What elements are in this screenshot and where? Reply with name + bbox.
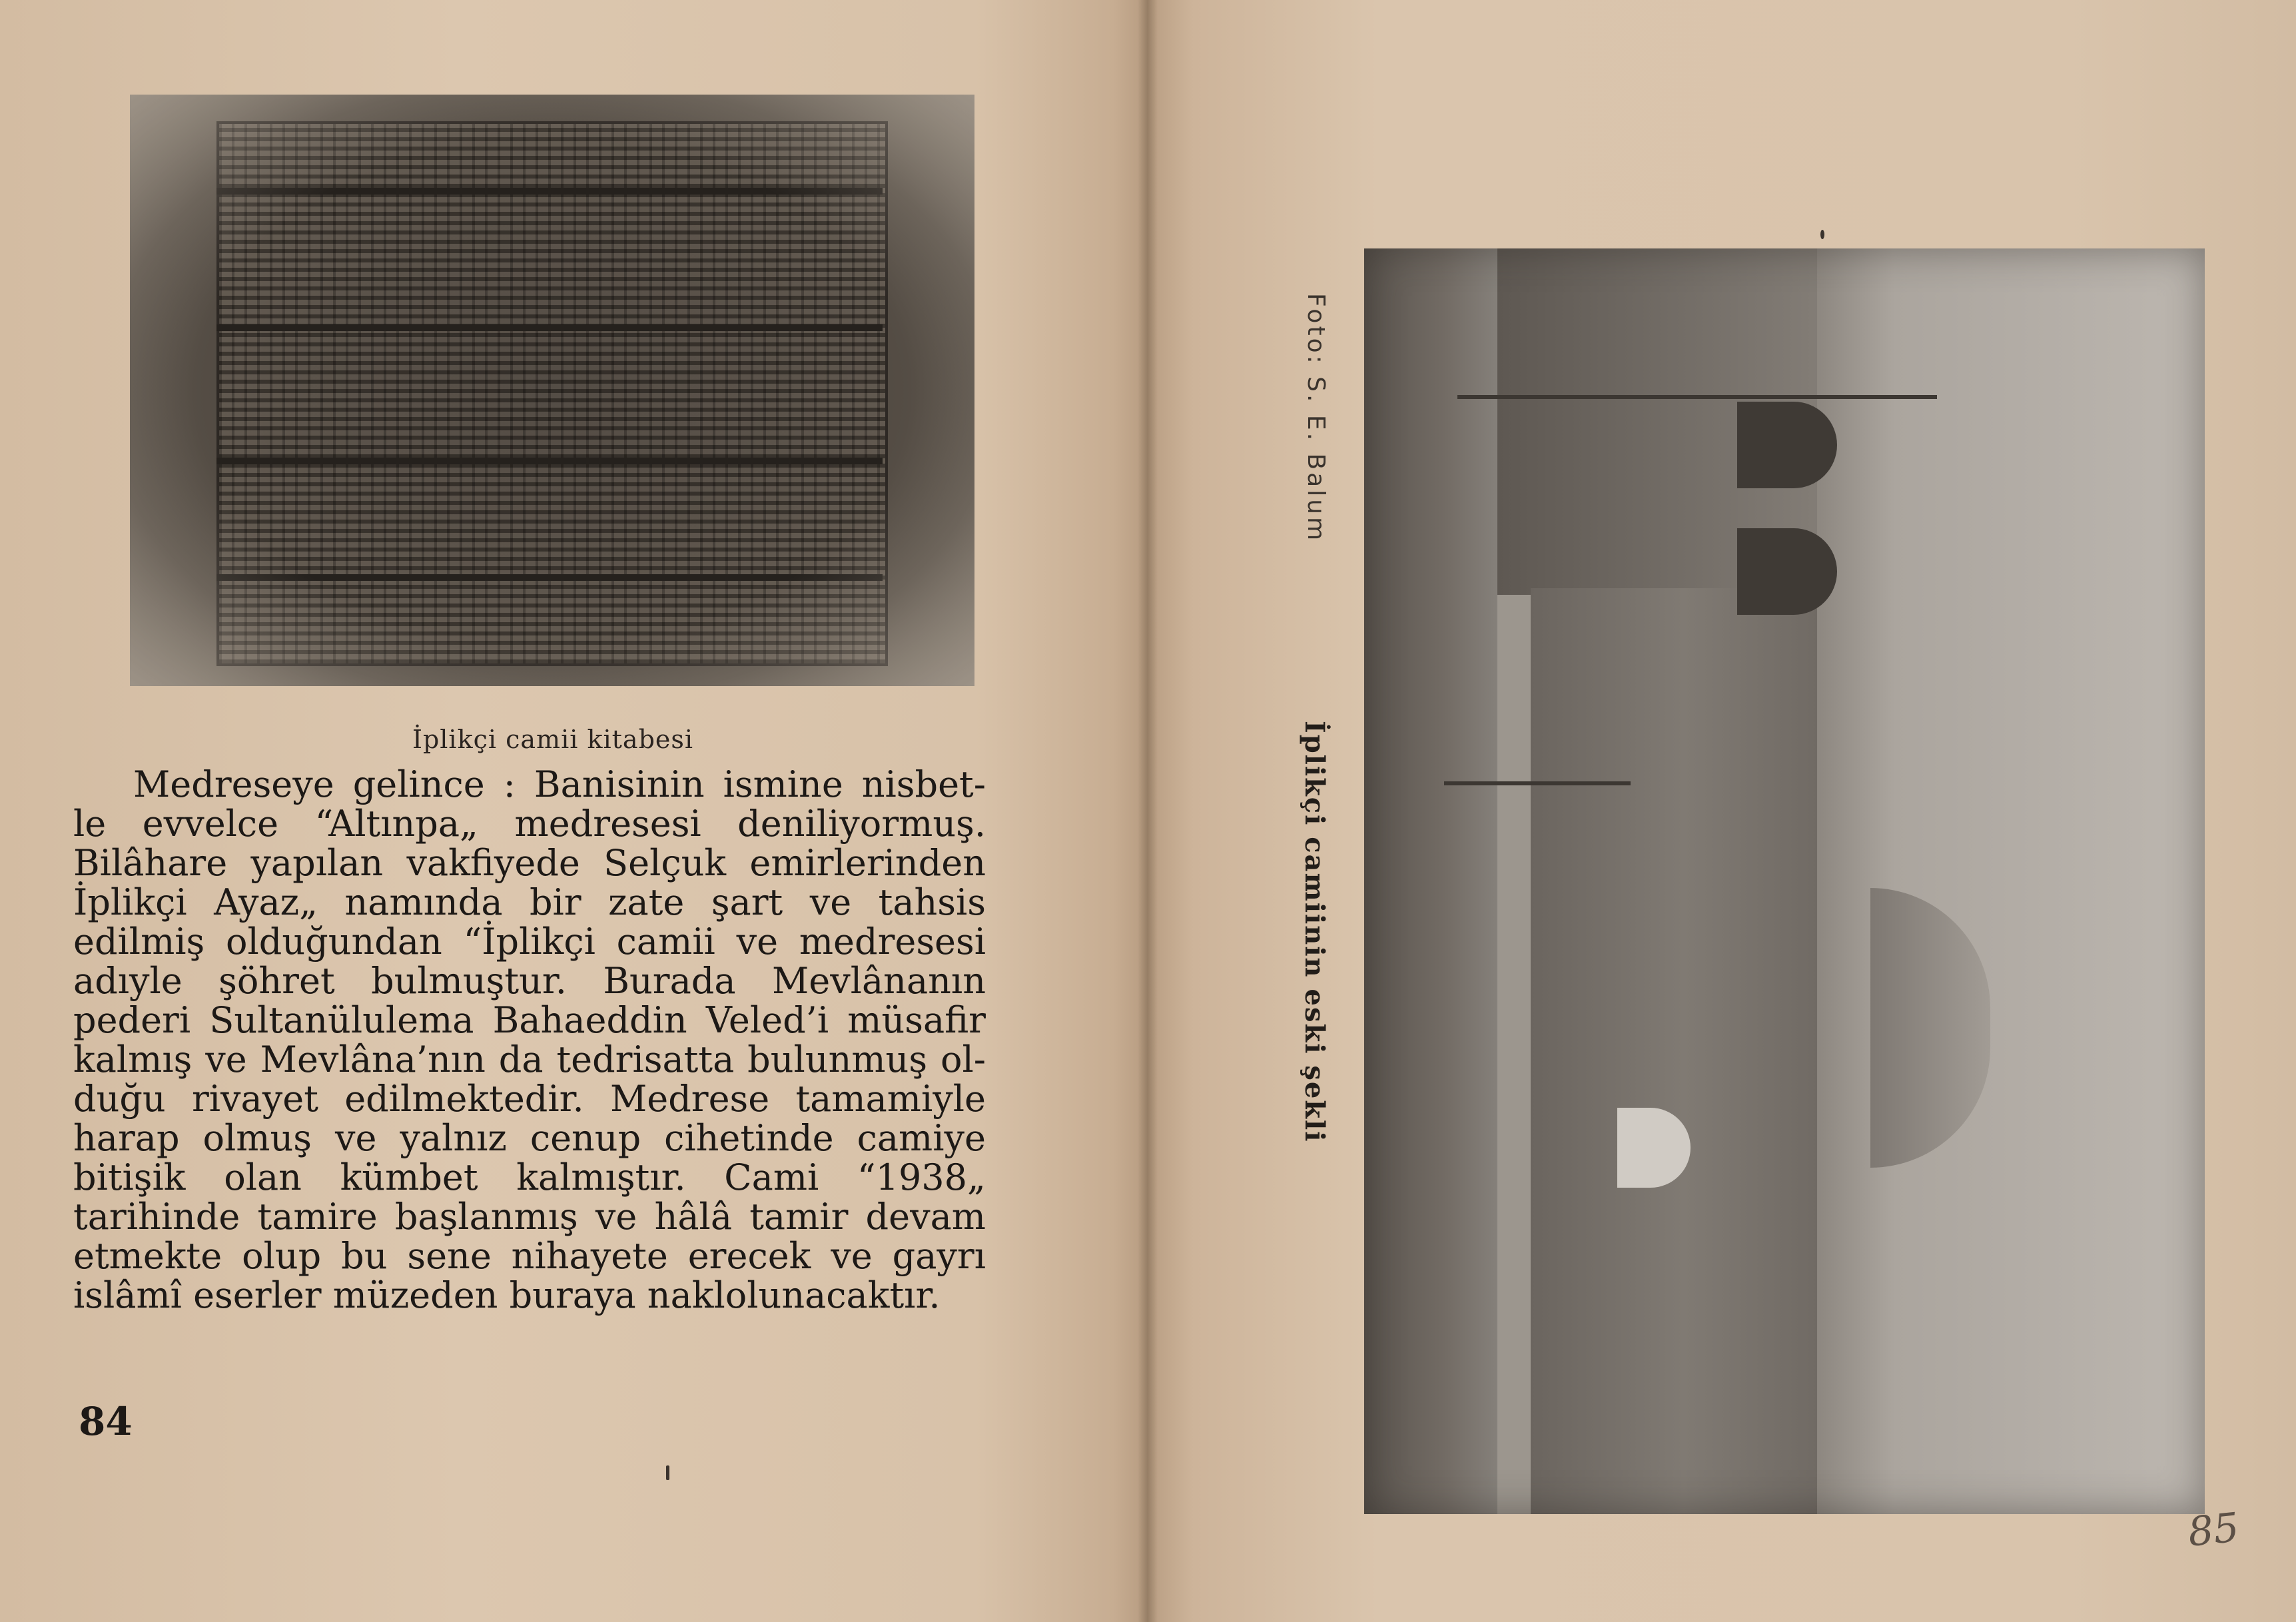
body-paragraph bbox=[73, 765, 986, 1315]
text-line: Medreseye gelince : Banisinin ismine nisbet- bbox=[133, 763, 986, 805]
text-line: harap olmuş ve yalnız cenup cihetinde camiye bbox=[73, 1117, 986, 1159]
text-line: bitişik olan kümbet kalmıştır. Cami “1938„ bbox=[73, 1156, 986, 1198]
text-line: İplikçi Ayaz„ namında bir zate şart ve tahsis bbox=[73, 881, 986, 923]
text-line: le evvelce “Altınpa„ medresesi deniliyormuş. bbox=[73, 803, 986, 845]
paper-mark bbox=[1820, 230, 1824, 239]
text-line: islâmî eserler müzeden buraya naklolunacaktır. bbox=[73, 1274, 941, 1316]
photo-caption: İplikçi camiinin eski şekli bbox=[1299, 721, 1330, 1143]
text-line: Bilâhare yapılan vakfiyede Selçuk emirlerinden bbox=[73, 842, 986, 884]
mosque-photo bbox=[1364, 248, 2205, 1514]
text-line: pederi Sultanülulema Bahaeddin Veled’i müsafir bbox=[73, 999, 986, 1041]
text-line: adıyle şöhret bulmuştur. Burada Mevlânanın bbox=[73, 960, 986, 1002]
photo-credit: Foto: S. E. Balum bbox=[1302, 293, 1330, 544]
text-line: etmekte olup bu sene nihayete erecek ve gayrı bbox=[73, 1235, 986, 1277]
paper-mark bbox=[666, 1465, 669, 1480]
book-gutter bbox=[1138, 0, 1158, 1622]
inscription-photo bbox=[130, 95, 974, 686]
handwritten-page-number: 85 bbox=[2185, 1504, 2241, 1556]
text-line: tarihinde tamire başlanmış ve hâlâ tamir devam bbox=[73, 1196, 986, 1238]
inscription-caption: İplikçi camii kitabesi bbox=[412, 725, 694, 754]
text-line: edilmiş olduğundan “İplikçi camii ve medresesi bbox=[73, 921, 986, 963]
text-line: kalmış ve Mevlâna’nın da tedrisatta bulunmuş ol- bbox=[73, 1038, 986, 1080]
page-number: 84 bbox=[79, 1399, 133, 1444]
text-line: duğu rivayet edilmektedir. Medrese tamamiyle bbox=[73, 1078, 986, 1120]
